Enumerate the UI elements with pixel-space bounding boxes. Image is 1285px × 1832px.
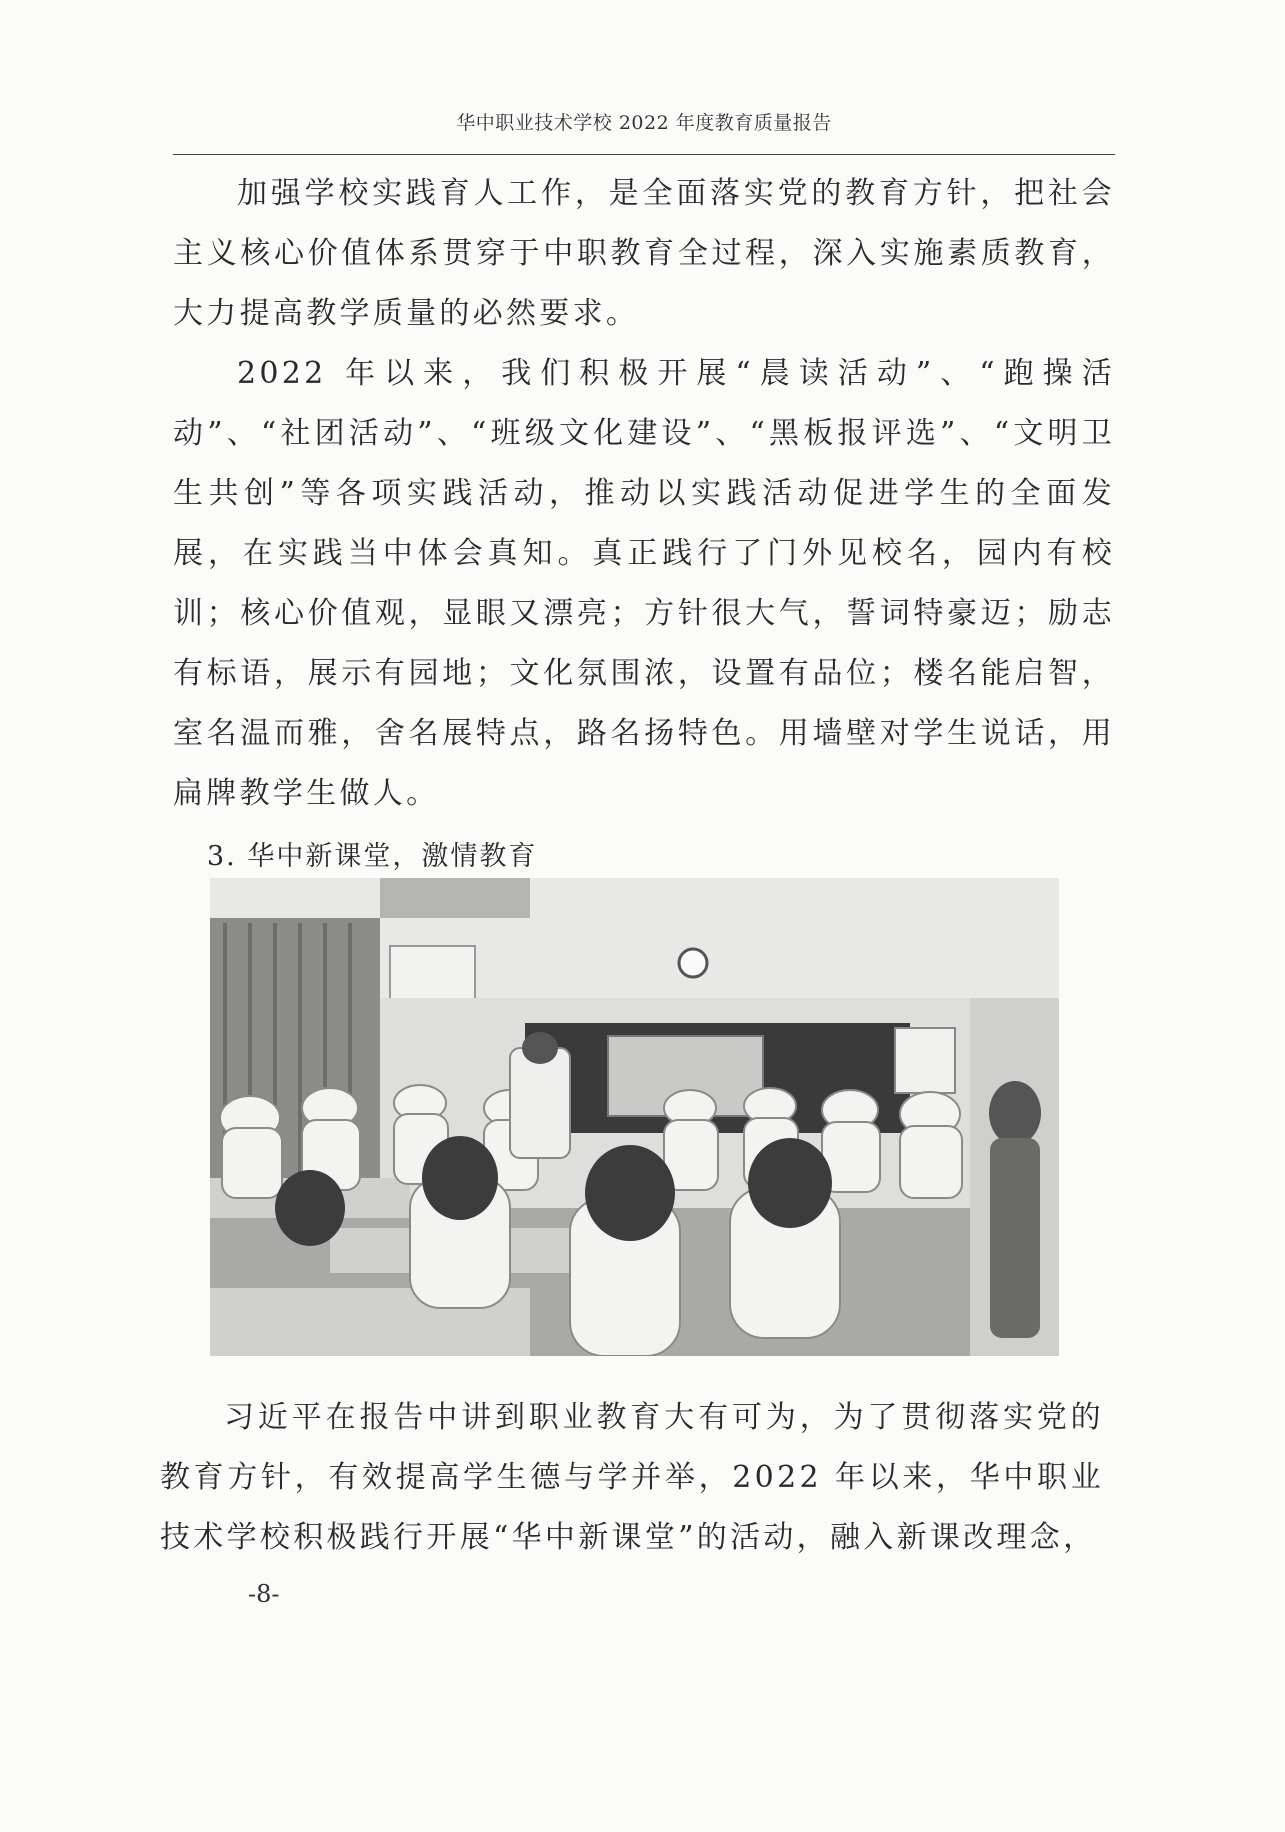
paragraph-new-classroom: 习近平在报告中讲到职业教育大有可为，为了贯彻落实党的教育方针，有效提高学生德与学并举，2022 年以来，华中职业技术学校积极践行开展“华中新课堂”的活动，融入新课改理念， (160, 1400, 1104, 1555)
classroom-photo (210, 878, 1059, 1356)
section-subheading: 3. 华中新课堂，激情教育 (207, 841, 538, 872)
report-header-title: 华中职业技术学校 2022 年度教育质量报告 (456, 112, 832, 134)
paragraph-practice-activities: 2022 年以来，我们积极开展“晨读活动”、“跑操活动”、“社团活动”、“班级文化建设”、“黑板报评选”、“文明卫生共创”等各项实践活动，推动以实践活动促进学生的全面发展，在实践当中体会真知。真正践行了门外见校名，园内有校训；核心价值观，显眼又漂亮；方针很大气，誓词特豪迈；励志有标语，展示有园地；文化氛围浓，设置有品位；楼名能启智，室名温而雅，舍名展特点，路名扬特色。用墙壁对学生说话，用扁牌教学生做人。 (173, 356, 1115, 811)
header-divider (173, 154, 1115, 155)
page-number: -8- (248, 1580, 280, 1608)
paragraph-practice-education: 加强学校实践育人工作，是全面落实党的教育方针，把社会主义核心价值体系贯穿于中职教育全过程，深入实施素质教育，大力提高教学质量的必然要求。 (173, 176, 1115, 331)
